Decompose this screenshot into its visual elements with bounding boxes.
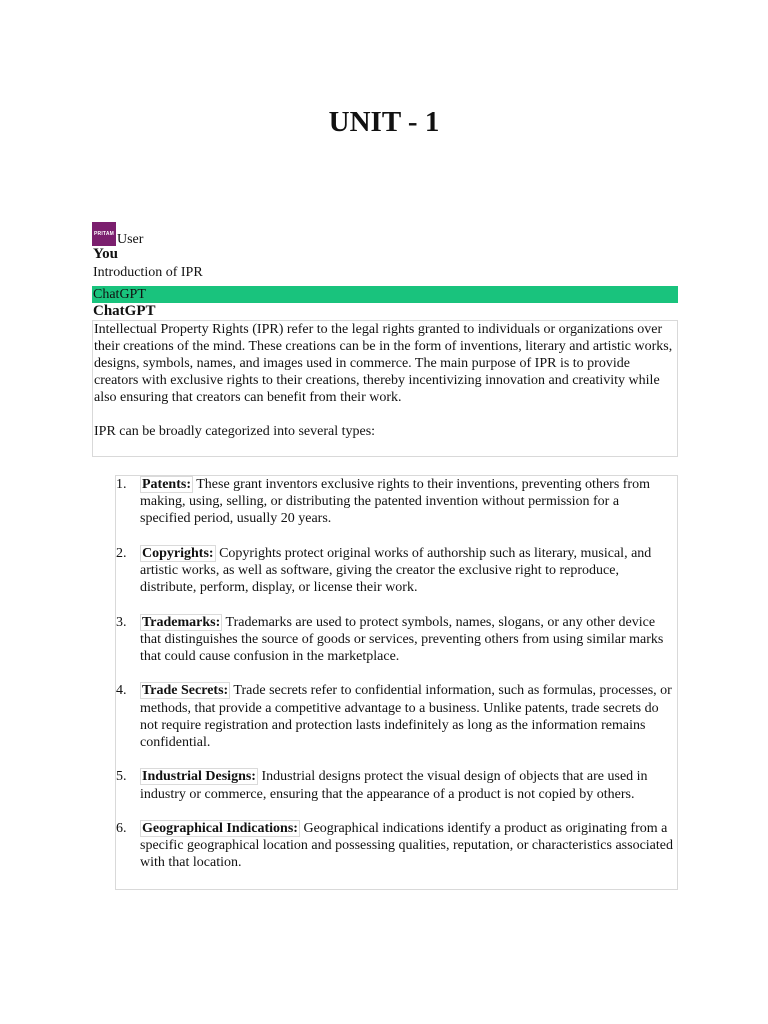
list-item-text: Geographical indications identify a product as originating from a specific geographical location and possessing qualities, reputation, or characteristics associated with that location. <box>140 820 673 871</box>
page-title: UNIT - 1 <box>328 106 440 138</box>
list-item-term: Trade Secrets: <box>142 683 229 699</box>
list-item <box>116 476 677 528</box>
user-message: Introduction of IPR <box>93 265 203 280</box>
ipr-types-list-box <box>115 475 678 890</box>
list-item-number: 3. <box>116 614 127 630</box>
user-name: You <box>93 246 119 262</box>
list-item-term: Industrial Designs: <box>142 769 256 785</box>
ipr-types-list <box>116 476 677 872</box>
list-item-number: 2. <box>116 545 127 561</box>
list-item <box>116 614 677 666</box>
list-item-text: Industrial designs protect the visual design of objects that are used in industry or commerce, ensuring that the appearance of a product is not copied by others. <box>140 769 648 802</box>
list-item-text: Copyrights protect original works of authorship such as literary, musical, and artistic works, as well as software, giving the creator the exclusive right to reproduce, distribute, perform, display, or license their work. <box>140 545 652 596</box>
list-item <box>116 682 677 751</box>
list-item-text: These grant inventors exclusive rights to their inventions, preventing others from making, using, selling, or distributing the patented invention without permission for a specified period, usually 20 years. <box>140 477 650 527</box>
list-item-text: Trade secrets refer to confidential information, such as formulas, processes, or methods, that provide a competitive advantage to a business. Unlike patents, trade secrets do not require registration and protection lasts indefinitely as long as the information remains confidential. <box>140 683 672 750</box>
user-header <box>92 222 143 246</box>
list-item <box>116 545 677 597</box>
assistant-name: ChatGPT <box>93 303 156 319</box>
assistant-answer <box>92 320 678 457</box>
answer-paragraph-types: IPR can be broadly categorized into several types: <box>94 424 376 440</box>
list-item-text: Trademarks are used to protect symbols, names, slogans, or any other device that distinguishes the source of goods or services, preventing others from using similar marks that could cause confusion in the marketplace. <box>140 614 664 664</box>
list-item-number: 5. <box>116 769 127 785</box>
answer-paragraph-intro: Intellectual Property Rights (IPR) refer to the legal rights granted to individuals or organizations over their creations of the mind. These creations can be in the form of inventions, literary and artistic works, designs, symbols, names, and images used in commerce. The main purpose of IPR is to provide creators with exclusive rights to their creations, thereby incentivizing innovation and creativity while also ensuring that creators can benefit from their work. <box>94 322 673 406</box>
user-label: User <box>117 232 144 247</box>
user-avatar: PRITAM <box>92 222 116 246</box>
assistant-header-bar: ChatGPT <box>92 286 678 303</box>
list-item-term: Copyrights: <box>142 545 214 561</box>
list-item-term: Trademarks: <box>142 614 221 630</box>
list-item-term: Geographical Indications: <box>142 820 298 836</box>
list-item-number: 4. <box>116 683 127 699</box>
list-item-number: 1. <box>116 477 127 492</box>
list-item <box>116 768 677 802</box>
list-item <box>116 820 677 872</box>
list-item-term: Patents: <box>142 477 191 492</box>
list-item-number: 6. <box>116 820 127 836</box>
